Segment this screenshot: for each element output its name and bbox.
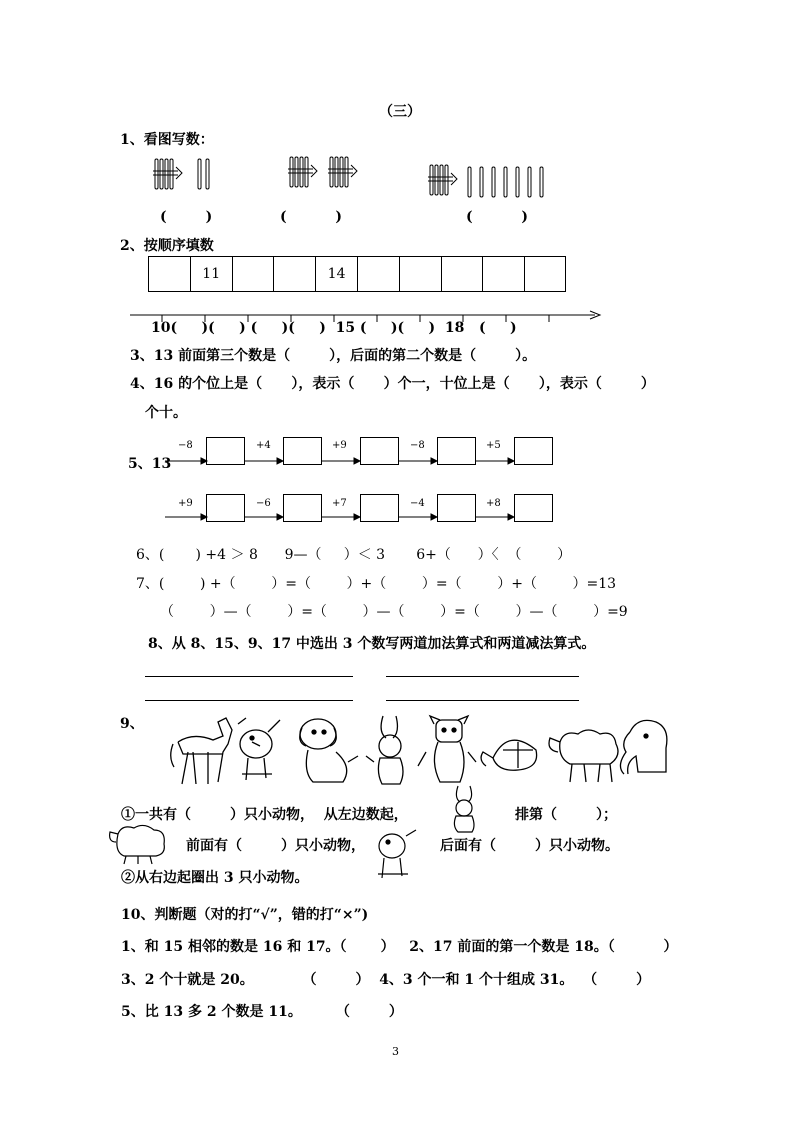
sequence-cell[interactable]	[357, 256, 399, 292]
q5-answer-box[interactable]	[360, 437, 399, 465]
q9-line-1a[interactable]: ①一共有（ ）只小动物， 从左边数起，	[121, 807, 408, 823]
q5-op-2-2: −6	[256, 498, 271, 509]
q1-blank-1[interactable]: ( )	[160, 209, 213, 225]
q5-op-1-2: +4	[256, 440, 271, 451]
turtle-icon	[481, 740, 537, 770]
answer-line[interactable]	[145, 676, 353, 677]
horse-icon	[171, 718, 232, 784]
q5-op-2-5: +8	[486, 498, 501, 509]
q5-op-1-4: −8	[410, 440, 425, 451]
answer-line[interactable]	[386, 700, 579, 701]
q5-answer-box[interactable]	[360, 494, 399, 522]
q10-line-1[interactable]: 1、和 15 相邻的数是 16 和 17。（ ） 2、17 前面的第一个数是 18。（ ）	[121, 939, 678, 955]
q5-op-2-3: +7	[332, 498, 347, 509]
q5-answer-box[interactable]	[514, 494, 553, 522]
q9-label: 9、	[120, 716, 144, 732]
q3-text[interactable]: 3、13 前面第三个数是（ ），后面的第二个数是（ ）。	[130, 348, 537, 364]
sequence-cell[interactable]	[232, 256, 274, 292]
q4-line-1[interactable]: 4、16 的个位上是（ ），表示（ ）个一，十位上是（ ），表示（ ）	[130, 376, 655, 392]
sheep-icon	[549, 730, 618, 782]
q10-line-2[interactable]: 3、2 个十就是 20。 （ ） 4、3 个一和 1 个十组成 31。 （ ）	[121, 972, 651, 988]
q9-line-2a[interactable]: 前面有（ ）只小动物，	[186, 838, 365, 854]
page-title: （三）	[379, 104, 421, 120]
number-line-labels[interactable]: 10( )( ) ( )( ) 15 ( )( ) 18 ( )	[151, 320, 517, 336]
q5-answer-box[interactable]	[514, 437, 553, 465]
answer-line[interactable]	[145, 700, 353, 701]
rabbit-icon	[446, 784, 486, 834]
puppy-icon	[300, 719, 358, 782]
dog-icon	[370, 828, 420, 886]
q4-line-2: 个十。	[145, 405, 187, 421]
animal-row	[168, 712, 678, 792]
q5-answer-box[interactable]	[283, 437, 322, 465]
sequence-cell[interactable]	[524, 256, 566, 292]
q6-text[interactable]: 6、( ) +4 ＞ 8 9—（ ）＜ 3 6+（ ）〈 （ ）	[136, 547, 572, 563]
sequence-cell: 11	[190, 256, 232, 292]
q5-answer-box[interactable]	[437, 437, 476, 465]
q8-text: 8、从 8、15、9、17 中选出 3 个数写两道加法算式和两道减法算式。	[148, 636, 596, 652]
q2-label: 2、按顺序填数	[120, 238, 214, 254]
q9-line-2b[interactable]: 后面有（ ）只小动物。	[440, 838, 619, 854]
q5-answer-box[interactable]	[437, 494, 476, 522]
q5-answer-box[interactable]	[283, 494, 322, 522]
sequence-cell[interactable]	[148, 256, 190, 292]
sequence-cell[interactable]	[273, 256, 315, 292]
dog-icon	[238, 718, 280, 780]
q5-op-1-1: −8	[178, 440, 193, 451]
cat-icon	[418, 716, 476, 782]
elephant-icon	[620, 720, 666, 774]
q7-line-2[interactable]: （ ）—（ ）=（ ）—（ ）=（ ）—（ ）=9	[160, 604, 628, 620]
rabbit-icon	[366, 716, 403, 784]
q5-answer-box[interactable]	[206, 437, 245, 465]
q7-line-1[interactable]: 7、( ) +（ ）=（ ）+（ ）=（ ）+（ ）=13	[136, 576, 617, 592]
sheep-icon	[108, 820, 170, 865]
sequence-cell: 14	[315, 256, 357, 292]
q5-op-1-5: +5	[486, 440, 501, 451]
q1-blank-3[interactable]: ( )	[466, 209, 528, 225]
q5-op-1-3: +9	[332, 440, 347, 451]
q1-blank-2[interactable]: ( )	[280, 209, 342, 225]
q10-line-3[interactable]: 5、比 13 多 2 个数是 11。 （ ）	[121, 1004, 403, 1020]
sequence-cell[interactable]	[482, 256, 524, 292]
q10-title: 10、判断题（对的打“√”，错的打“×”)	[121, 907, 369, 923]
q5-op-2-1: +9	[178, 498, 193, 509]
q5-label: 5、13	[128, 456, 172, 472]
q5-answer-box[interactable]	[206, 494, 245, 522]
q9-line-3: ②从右边起圈出 3 只小动物。	[121, 870, 309, 886]
answer-line[interactable]	[386, 676, 579, 677]
stick-bundles-icon	[150, 155, 570, 200]
page-number: 3	[392, 1045, 399, 1058]
sequence-cell[interactable]	[441, 256, 483, 292]
q5-op-2-4: −4	[410, 498, 425, 509]
q9-line-1b[interactable]: 排第（ ）；	[515, 807, 617, 823]
sequence-cell[interactable]	[399, 256, 441, 292]
q1-label: 1、看图写数：	[120, 132, 214, 148]
